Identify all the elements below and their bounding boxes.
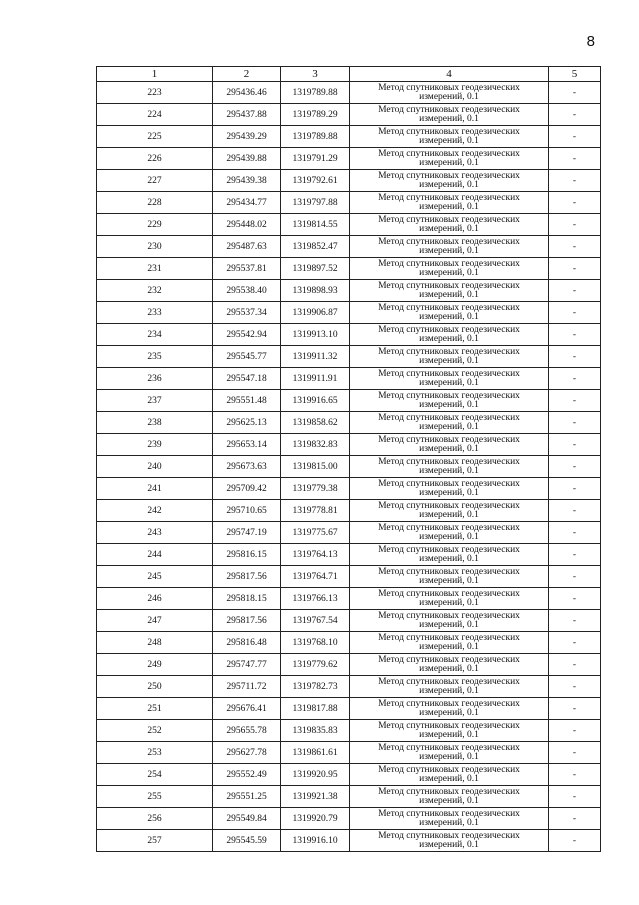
coordinate-x: 295625.13 bbox=[213, 412, 281, 434]
coordinate-y: 1319920.95 bbox=[281, 764, 350, 786]
point-number: 251 bbox=[97, 698, 213, 720]
coordinate-x: 295747.77 bbox=[213, 654, 281, 676]
method-cell bbox=[350, 478, 549, 500]
note-cell: - bbox=[549, 522, 601, 544]
method-cell bbox=[350, 720, 549, 742]
table-row bbox=[97, 324, 601, 346]
method-line-2: измерений, 0.1 bbox=[419, 157, 479, 168]
table-row bbox=[97, 214, 601, 236]
table-row bbox=[97, 390, 601, 412]
coordinate-x: 295655.78 bbox=[213, 720, 281, 742]
coordinate-x: 295816.15 bbox=[213, 544, 281, 566]
coordinate-y: 1319852.47 bbox=[281, 236, 350, 258]
note-cell: - bbox=[549, 764, 601, 786]
method-line-2: измерений, 0.1 bbox=[419, 179, 479, 190]
note-cell: - bbox=[549, 104, 601, 126]
note-cell: - bbox=[549, 742, 601, 764]
table-row bbox=[97, 698, 601, 720]
coordinate-x: 295434.77 bbox=[213, 192, 281, 214]
note-cell: - bbox=[549, 390, 601, 412]
method-line-2: измерений, 0.1 bbox=[419, 333, 479, 344]
table-row bbox=[97, 280, 601, 302]
coordinate-x: 295538.40 bbox=[213, 280, 281, 302]
method-line-2: измерений, 0.1 bbox=[419, 223, 479, 234]
method-cell bbox=[350, 434, 549, 456]
method-cell bbox=[350, 236, 549, 258]
table-row bbox=[97, 478, 601, 500]
point-number: 241 bbox=[97, 478, 213, 500]
method-line-2: измерений, 0.1 bbox=[419, 245, 479, 256]
method-cell bbox=[350, 830, 549, 852]
point-number: 250 bbox=[97, 676, 213, 698]
method-line-2: измерений, 0.1 bbox=[419, 487, 479, 498]
method-line-1: Метод спутниковых геодезических bbox=[378, 214, 520, 225]
method-line-1: Метод спутниковых геодезических bbox=[378, 654, 520, 665]
note-cell: - bbox=[549, 192, 601, 214]
coordinate-x: 295552.49 bbox=[213, 764, 281, 786]
note-cell: - bbox=[549, 610, 601, 632]
column-header-3: 3 bbox=[281, 67, 350, 82]
method-line-2: измерений, 0.1 bbox=[419, 465, 479, 476]
method-line-1: Метод спутниковых геодезических bbox=[378, 742, 520, 753]
method-line-1: Метод спутниковых геодезических bbox=[378, 368, 520, 379]
note-cell: - bbox=[549, 588, 601, 610]
method-line-1: Метод спутниковых геодезических bbox=[378, 544, 520, 555]
coordinate-x: 295542.94 bbox=[213, 324, 281, 346]
point-number: 230 bbox=[97, 236, 213, 258]
point-number: 257 bbox=[97, 830, 213, 852]
coordinate-x: 295627.78 bbox=[213, 742, 281, 764]
coordinate-y: 1319897.52 bbox=[281, 258, 350, 280]
coordinate-x: 295817.56 bbox=[213, 610, 281, 632]
point-number: 239 bbox=[97, 434, 213, 456]
point-number: 242 bbox=[97, 500, 213, 522]
column-header-1: 1 bbox=[97, 67, 213, 82]
coordinate-x: 295437.88 bbox=[213, 104, 281, 126]
method-line-2: измерений, 0.1 bbox=[419, 377, 479, 388]
note-cell: - bbox=[549, 500, 601, 522]
method-line-2: измерений, 0.1 bbox=[419, 399, 479, 410]
table-row bbox=[97, 236, 601, 258]
table-row bbox=[97, 434, 601, 456]
method-line-2: измерений, 0.1 bbox=[419, 553, 479, 564]
method-line-1: Метод спутниковых геодезических bbox=[378, 346, 520, 357]
coordinate-y: 1319789.29 bbox=[281, 104, 350, 126]
coordinate-x: 295711.72 bbox=[213, 676, 281, 698]
method-line-2: измерений, 0.1 bbox=[419, 597, 479, 608]
coordinate-x: 295537.34 bbox=[213, 302, 281, 324]
coordinate-y: 1319814.55 bbox=[281, 214, 350, 236]
note-cell: - bbox=[549, 324, 601, 346]
coordinate-y: 1319920.79 bbox=[281, 808, 350, 830]
coordinates-table bbox=[96, 66, 601, 852]
method-cell bbox=[350, 808, 549, 830]
note-cell: - bbox=[549, 544, 601, 566]
method-cell bbox=[350, 632, 549, 654]
table-row bbox=[97, 126, 601, 148]
point-number: 231 bbox=[97, 258, 213, 280]
method-line-2: измерений, 0.1 bbox=[419, 443, 479, 454]
method-line-2: измерений, 0.1 bbox=[419, 575, 479, 586]
point-number: 233 bbox=[97, 302, 213, 324]
coordinate-y: 1319766.13 bbox=[281, 588, 350, 610]
point-number: 234 bbox=[97, 324, 213, 346]
note-cell: - bbox=[549, 170, 601, 192]
note-cell: - bbox=[549, 82, 601, 104]
point-number: 225 bbox=[97, 126, 213, 148]
method-line-1: Метод спутниковых геодезических bbox=[378, 456, 520, 467]
table-row bbox=[97, 522, 601, 544]
method-line-2: измерений, 0.1 bbox=[419, 685, 479, 696]
table-row bbox=[97, 632, 601, 654]
point-number: 229 bbox=[97, 214, 213, 236]
coordinate-y: 1319858.62 bbox=[281, 412, 350, 434]
coordinate-y: 1319767.54 bbox=[281, 610, 350, 632]
method-line-1: Метод спутниковых геодезических bbox=[378, 324, 520, 335]
note-cell: - bbox=[549, 676, 601, 698]
method-line-1: Метод спутниковых геодезических bbox=[378, 104, 520, 115]
method-cell bbox=[350, 786, 549, 808]
method-cell bbox=[350, 258, 549, 280]
coordinate-x: 295439.29 bbox=[213, 126, 281, 148]
coordinate-y: 1319797.88 bbox=[281, 192, 350, 214]
coordinate-y: 1319789.88 bbox=[281, 126, 350, 148]
method-line-2: измерений, 0.1 bbox=[419, 91, 479, 102]
method-line-1: Метод спутниковых геодезических bbox=[378, 808, 520, 819]
coordinate-y: 1319916.10 bbox=[281, 830, 350, 852]
point-number: 243 bbox=[97, 522, 213, 544]
method-cell bbox=[350, 698, 549, 720]
coordinate-y: 1319764.13 bbox=[281, 544, 350, 566]
coordinate-y: 1319815.00 bbox=[281, 456, 350, 478]
coordinate-y: 1319768.10 bbox=[281, 632, 350, 654]
coordinate-x: 295436.46 bbox=[213, 82, 281, 104]
note-cell: - bbox=[549, 412, 601, 434]
coordinate-y: 1319916.65 bbox=[281, 390, 350, 412]
point-number: 237 bbox=[97, 390, 213, 412]
point-number: 248 bbox=[97, 632, 213, 654]
column-header-2: 2 bbox=[213, 67, 281, 82]
method-cell bbox=[350, 214, 549, 236]
method-line-2: измерений, 0.1 bbox=[419, 135, 479, 146]
note-cell: - bbox=[549, 654, 601, 676]
table-row bbox=[97, 610, 601, 632]
method-line-1: Метод спутниковых геодезических bbox=[378, 236, 520, 247]
method-line-2: измерений, 0.1 bbox=[419, 289, 479, 300]
method-cell bbox=[350, 148, 549, 170]
point-number: 227 bbox=[97, 170, 213, 192]
table-row bbox=[97, 676, 601, 698]
table-row bbox=[97, 588, 601, 610]
method-cell bbox=[350, 676, 549, 698]
note-cell: - bbox=[549, 786, 601, 808]
coordinate-y: 1319832.83 bbox=[281, 434, 350, 456]
method-cell bbox=[350, 610, 549, 632]
coordinate-x: 295439.88 bbox=[213, 148, 281, 170]
coordinate-y: 1319791.29 bbox=[281, 148, 350, 170]
coordinate-x: 295545.77 bbox=[213, 346, 281, 368]
column-header-4: 4 bbox=[350, 67, 549, 82]
method-line-2: измерений, 0.1 bbox=[419, 751, 479, 762]
coordinate-x: 295551.25 bbox=[213, 786, 281, 808]
point-number: 228 bbox=[97, 192, 213, 214]
method-line-2: измерений, 0.1 bbox=[419, 267, 479, 278]
point-number: 226 bbox=[97, 148, 213, 170]
note-cell: - bbox=[549, 214, 601, 236]
point-number: 252 bbox=[97, 720, 213, 742]
coordinate-y: 1319911.32 bbox=[281, 346, 350, 368]
method-cell bbox=[350, 544, 549, 566]
coordinate-x: 295710.65 bbox=[213, 500, 281, 522]
point-number: 244 bbox=[97, 544, 213, 566]
table-row bbox=[97, 500, 601, 522]
coordinate-y: 1319913.10 bbox=[281, 324, 350, 346]
method-cell bbox=[350, 742, 549, 764]
point-number: 255 bbox=[97, 786, 213, 808]
note-cell: - bbox=[549, 368, 601, 390]
note-cell: - bbox=[549, 236, 601, 258]
coordinate-x: 295673.63 bbox=[213, 456, 281, 478]
method-line-1: Метод спутниковых геодезических bbox=[378, 126, 520, 137]
method-line-2: измерений, 0.1 bbox=[419, 795, 479, 806]
coordinate-x: 295817.56 bbox=[213, 566, 281, 588]
method-cell bbox=[350, 500, 549, 522]
table-body bbox=[97, 82, 601, 852]
coordinate-y: 1319898.93 bbox=[281, 280, 350, 302]
method-line-2: измерений, 0.1 bbox=[419, 663, 479, 674]
method-cell bbox=[350, 346, 549, 368]
table-row bbox=[97, 148, 601, 170]
point-number: 236 bbox=[97, 368, 213, 390]
coordinate-x: 295549.84 bbox=[213, 808, 281, 830]
method-cell bbox=[350, 302, 549, 324]
coordinate-y: 1319921.38 bbox=[281, 786, 350, 808]
point-number: 235 bbox=[97, 346, 213, 368]
table-row bbox=[97, 170, 601, 192]
coordinate-y: 1319775.67 bbox=[281, 522, 350, 544]
method-line-2: измерений, 0.1 bbox=[419, 707, 479, 718]
method-line-1: Метод спутниковых геодезических bbox=[378, 434, 520, 445]
point-number: 249 bbox=[97, 654, 213, 676]
coordinate-y: 1319782.73 bbox=[281, 676, 350, 698]
point-number: 240 bbox=[97, 456, 213, 478]
table-row bbox=[97, 720, 601, 742]
coordinate-y: 1319789.88 bbox=[281, 82, 350, 104]
method-cell bbox=[350, 654, 549, 676]
method-cell bbox=[350, 324, 549, 346]
table-row bbox=[97, 456, 601, 478]
method-line-1: Метод спутниковых геодезических bbox=[378, 390, 520, 401]
column-header-5: 5 bbox=[549, 67, 601, 82]
coordinate-x: 295816.48 bbox=[213, 632, 281, 654]
method-line-2: измерений, 0.1 bbox=[419, 421, 479, 432]
point-number: 253 bbox=[97, 742, 213, 764]
method-cell bbox=[350, 764, 549, 786]
method-line-2: измерений, 0.1 bbox=[419, 619, 479, 630]
method-line-1: Метод спутниковых геодезических bbox=[378, 148, 520, 159]
coordinate-x: 295439.38 bbox=[213, 170, 281, 192]
method-line-2: измерений, 0.1 bbox=[419, 817, 479, 828]
coordinate-x: 295709.42 bbox=[213, 478, 281, 500]
method-line-1: Метод спутниковых геодезических bbox=[378, 412, 520, 423]
coordinate-y: 1319764.71 bbox=[281, 566, 350, 588]
point-number: 238 bbox=[97, 412, 213, 434]
method-line-1: Метод спутниковых геодезических bbox=[378, 786, 520, 797]
point-number: 245 bbox=[97, 566, 213, 588]
method-cell bbox=[350, 588, 549, 610]
method-cell bbox=[350, 170, 549, 192]
coordinate-x: 295545.59 bbox=[213, 830, 281, 852]
method-line-1: Метод спутниковых геодезических bbox=[378, 170, 520, 181]
method-line-1: Метод спутниковых геодезических bbox=[378, 720, 520, 731]
coordinate-x: 295747.19 bbox=[213, 522, 281, 544]
method-line-2: измерений, 0.1 bbox=[419, 355, 479, 366]
coordinate-x: 295547.18 bbox=[213, 368, 281, 390]
table-row bbox=[97, 346, 601, 368]
method-line-2: измерений, 0.1 bbox=[419, 729, 479, 740]
table-row bbox=[97, 82, 601, 104]
note-cell: - bbox=[549, 280, 601, 302]
method-line-2: измерений, 0.1 bbox=[419, 773, 479, 784]
method-line-1: Метод спутниковых геодезических bbox=[378, 192, 520, 203]
note-cell: - bbox=[549, 456, 601, 478]
table-row bbox=[97, 742, 601, 764]
method-line-1: Метод спутниковых геодезических bbox=[378, 82, 520, 93]
method-line-1: Метод спутниковых геодезических bbox=[378, 258, 520, 269]
coordinate-x: 295653.14 bbox=[213, 434, 281, 456]
note-cell: - bbox=[549, 346, 601, 368]
note-cell: - bbox=[549, 808, 601, 830]
coordinate-y: 1319817.88 bbox=[281, 698, 350, 720]
table-row bbox=[97, 412, 601, 434]
note-cell: - bbox=[549, 126, 601, 148]
coordinate-x: 295551.48 bbox=[213, 390, 281, 412]
coordinate-y: 1319911.91 bbox=[281, 368, 350, 390]
table-row bbox=[97, 192, 601, 214]
method-line-2: измерений, 0.1 bbox=[419, 311, 479, 322]
table-row bbox=[97, 104, 601, 126]
table-row bbox=[97, 764, 601, 786]
coordinate-x: 295448.02 bbox=[213, 214, 281, 236]
method-cell bbox=[350, 280, 549, 302]
table-row bbox=[97, 786, 601, 808]
table-row bbox=[97, 654, 601, 676]
method-line-1: Метод спутниковых геодезических bbox=[378, 522, 520, 533]
table-row bbox=[97, 258, 601, 280]
table-row bbox=[97, 830, 601, 852]
method-cell bbox=[350, 104, 549, 126]
note-cell: - bbox=[549, 566, 601, 588]
note-cell: - bbox=[549, 302, 601, 324]
method-line-1: Метод спутниковых геодезических bbox=[378, 500, 520, 511]
coordinate-y: 1319792.61 bbox=[281, 170, 350, 192]
method-line-1: Метод спутниковых геодезических bbox=[378, 588, 520, 599]
coordinate-y: 1319778.81 bbox=[281, 500, 350, 522]
note-cell: - bbox=[549, 830, 601, 852]
note-cell: - bbox=[549, 258, 601, 280]
method-line-2: измерений, 0.1 bbox=[419, 531, 479, 542]
method-cell bbox=[350, 192, 549, 214]
method-cell bbox=[350, 126, 549, 148]
method-line-1: Метод спутниковых геодезических bbox=[378, 764, 520, 775]
note-cell: - bbox=[549, 720, 601, 742]
method-line-1: Метод спутниковых геодезических bbox=[378, 698, 520, 709]
point-number: 256 bbox=[97, 808, 213, 830]
method-line-2: измерений, 0.1 bbox=[419, 839, 479, 850]
table-row bbox=[97, 544, 601, 566]
table-row bbox=[97, 368, 601, 390]
point-number: 254 bbox=[97, 764, 213, 786]
table-row bbox=[97, 566, 601, 588]
note-cell: - bbox=[549, 478, 601, 500]
coordinate-x: 295537.81 bbox=[213, 258, 281, 280]
method-line-1: Метод спутниковых геодезических bbox=[378, 566, 520, 577]
method-line-1: Метод спутниковых геодезических bbox=[378, 830, 520, 841]
coordinate-y: 1319906.87 bbox=[281, 302, 350, 324]
method-cell bbox=[350, 82, 549, 104]
point-number: 247 bbox=[97, 610, 213, 632]
coordinate-x: 295818.15 bbox=[213, 588, 281, 610]
method-line-1: Метод спутниковых геодезических bbox=[378, 478, 520, 489]
method-line-1: Метод спутниковых геодезических bbox=[378, 676, 520, 687]
method-line-2: измерений, 0.1 bbox=[419, 113, 479, 124]
note-cell: - bbox=[549, 632, 601, 654]
coordinate-x: 295676.41 bbox=[213, 698, 281, 720]
page-number: 8 bbox=[586, 33, 595, 50]
method-line-1: Метод спутниковых геодезических bbox=[378, 632, 520, 643]
method-line-2: измерений, 0.1 bbox=[419, 641, 479, 652]
method-cell bbox=[350, 456, 549, 478]
coordinate-y: 1319779.38 bbox=[281, 478, 350, 500]
coordinate-x: 295487.63 bbox=[213, 236, 281, 258]
method-line-1: Метод спутниковых геодезических bbox=[378, 302, 520, 313]
point-number: 223 bbox=[97, 82, 213, 104]
method-line-1: Метод спутниковых геодезических bbox=[378, 280, 520, 291]
coordinate-y: 1319835.83 bbox=[281, 720, 350, 742]
method-cell bbox=[350, 412, 549, 434]
method-line-2: измерений, 0.1 bbox=[419, 201, 479, 212]
method-line-2: измерений, 0.1 bbox=[419, 509, 479, 520]
point-number: 224 bbox=[97, 104, 213, 126]
table-row bbox=[97, 302, 601, 324]
method-cell bbox=[350, 522, 549, 544]
point-number: 246 bbox=[97, 588, 213, 610]
coordinate-y: 1319779.62 bbox=[281, 654, 350, 676]
method-cell bbox=[350, 368, 549, 390]
point-number: 232 bbox=[97, 280, 213, 302]
table-header-row bbox=[97, 67, 601, 82]
method-cell bbox=[350, 566, 549, 588]
coordinate-y: 1319861.61 bbox=[281, 742, 350, 764]
method-cell bbox=[350, 390, 549, 412]
note-cell: - bbox=[549, 698, 601, 720]
method-line-1: Метод спутниковых геодезических bbox=[378, 610, 520, 621]
table-row bbox=[97, 808, 601, 830]
note-cell: - bbox=[549, 148, 601, 170]
note-cell: - bbox=[549, 434, 601, 456]
